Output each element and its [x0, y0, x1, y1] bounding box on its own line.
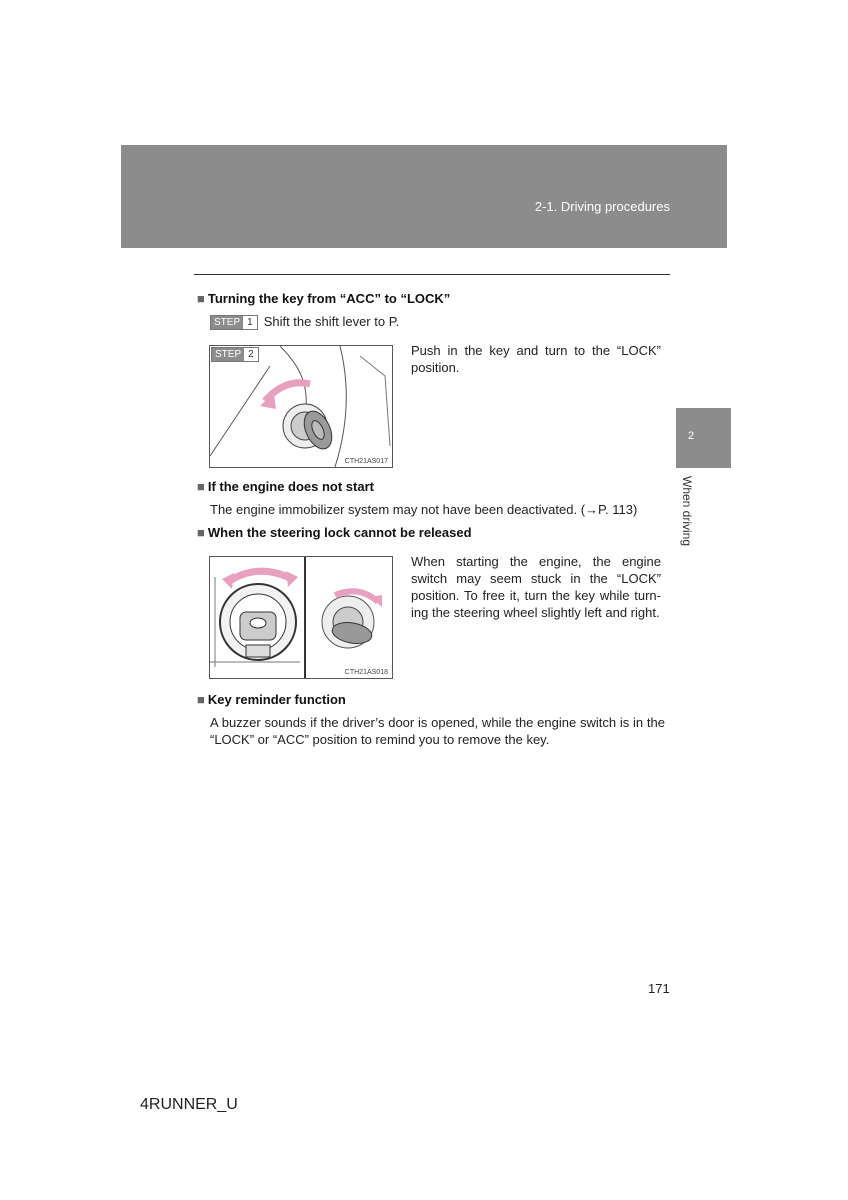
steering-lock-text: When starting the engine, the engine switch may seem stuck in the “LOCK” position. To free it, turn the key while turn-ing the steering wheel slightly left and right. — [411, 554, 661, 620]
step-2-text: Push in the key and turn to the “LOCK” position. — [411, 343, 661, 375]
figure-code: CTH21AS017 — [344, 458, 388, 465]
section-title: 2-1. Driving procedures — [534, 199, 670, 214]
header-rule — [194, 274, 670, 275]
chapter-label: When driving — [680, 476, 694, 547]
model-code: 4RUNNER_U — [140, 1096, 238, 1113]
step-2-badge: STEP 2 — [211, 347, 259, 362]
key-reminder-text: A buzzer sounds if the driver’s door is opened, while the engine switch is in the “LOCK” or “ACC” position to remind you to remove the key. — [210, 715, 665, 747]
heading-steering-lock: ■ When the steering lock cannot be released — [197, 525, 472, 540]
step-1 — [210, 313, 399, 330]
chapter-number: 2 — [688, 430, 695, 442]
header-band — [121, 145, 727, 248]
step-badge: STEP 1 — [210, 315, 258, 330]
engine-not-start-text: The engine immobilizer system may not have been deactivated. (→P. 113) — [210, 502, 638, 517]
heading-acc-to-lock: ■ Turning the key from “ACC” to “LOCK” — [197, 291, 451, 306]
chapter-tab — [676, 408, 731, 468]
key-cylinder-drawing — [210, 346, 392, 467]
page-number: 171 — [648, 981, 670, 996]
steering-and-key-drawing — [210, 557, 392, 678]
heading-engine-not-start: ■ If the engine does not start — [197, 479, 374, 494]
steering-wheel-illustration — [209, 556, 393, 679]
heading-key-reminder: ■ Key reminder function — [197, 692, 346, 707]
figure-code: CTH21AS018 — [344, 669, 388, 676]
step-1-text: Shift the shift lever to P. — [263, 314, 400, 329]
key-lock-illustration — [209, 345, 393, 468]
